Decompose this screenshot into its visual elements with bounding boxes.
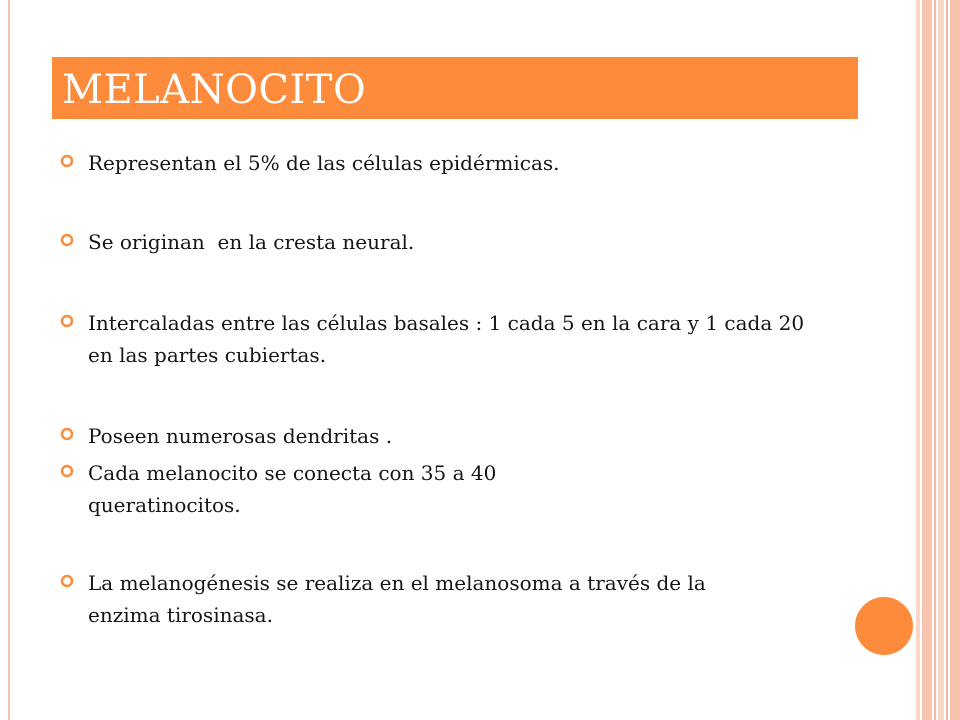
- decorative-stripes: [916, 0, 960, 720]
- bullet-circle-icon: [60, 464, 74, 478]
- stripe: [938, 0, 944, 720]
- stripe: [934, 0, 936, 720]
- bullet-text: Representan el 5% de las células epidérmicas.: [88, 151, 560, 175]
- bullet-text: Intercaladas entre las células basales : 1 cada 5 en la cara y 1 cada 20 en las partes cubiertas.: [88, 311, 805, 367]
- stripe: [950, 0, 960, 720]
- bullet-text: Cada melanocito se conecta con 35 a 40 queratinocitos.: [88, 461, 497, 517]
- bullet-circle-icon: [60, 154, 74, 168]
- slide-title: MELANOCITO: [62, 67, 367, 113]
- decorative-circle-icon: [855, 597, 913, 655]
- stripe: [922, 0, 932, 720]
- bullet-circle-icon: [60, 574, 74, 588]
- stripe: [916, 0, 920, 720]
- bullet-text: Se originan en la cresta neural.: [88, 230, 415, 254]
- bullet-text: Poseen numerosas dendritas .: [88, 424, 393, 448]
- bullet-circle-icon: [60, 427, 74, 441]
- bullet-circle-icon: [60, 314, 74, 328]
- bullet-circle-icon: [60, 233, 74, 247]
- stripe: [946, 0, 948, 720]
- bullet-text: La melanogénesis se realiza en el melanosoma a través de la enzima tirosinasa.: [88, 571, 706, 627]
